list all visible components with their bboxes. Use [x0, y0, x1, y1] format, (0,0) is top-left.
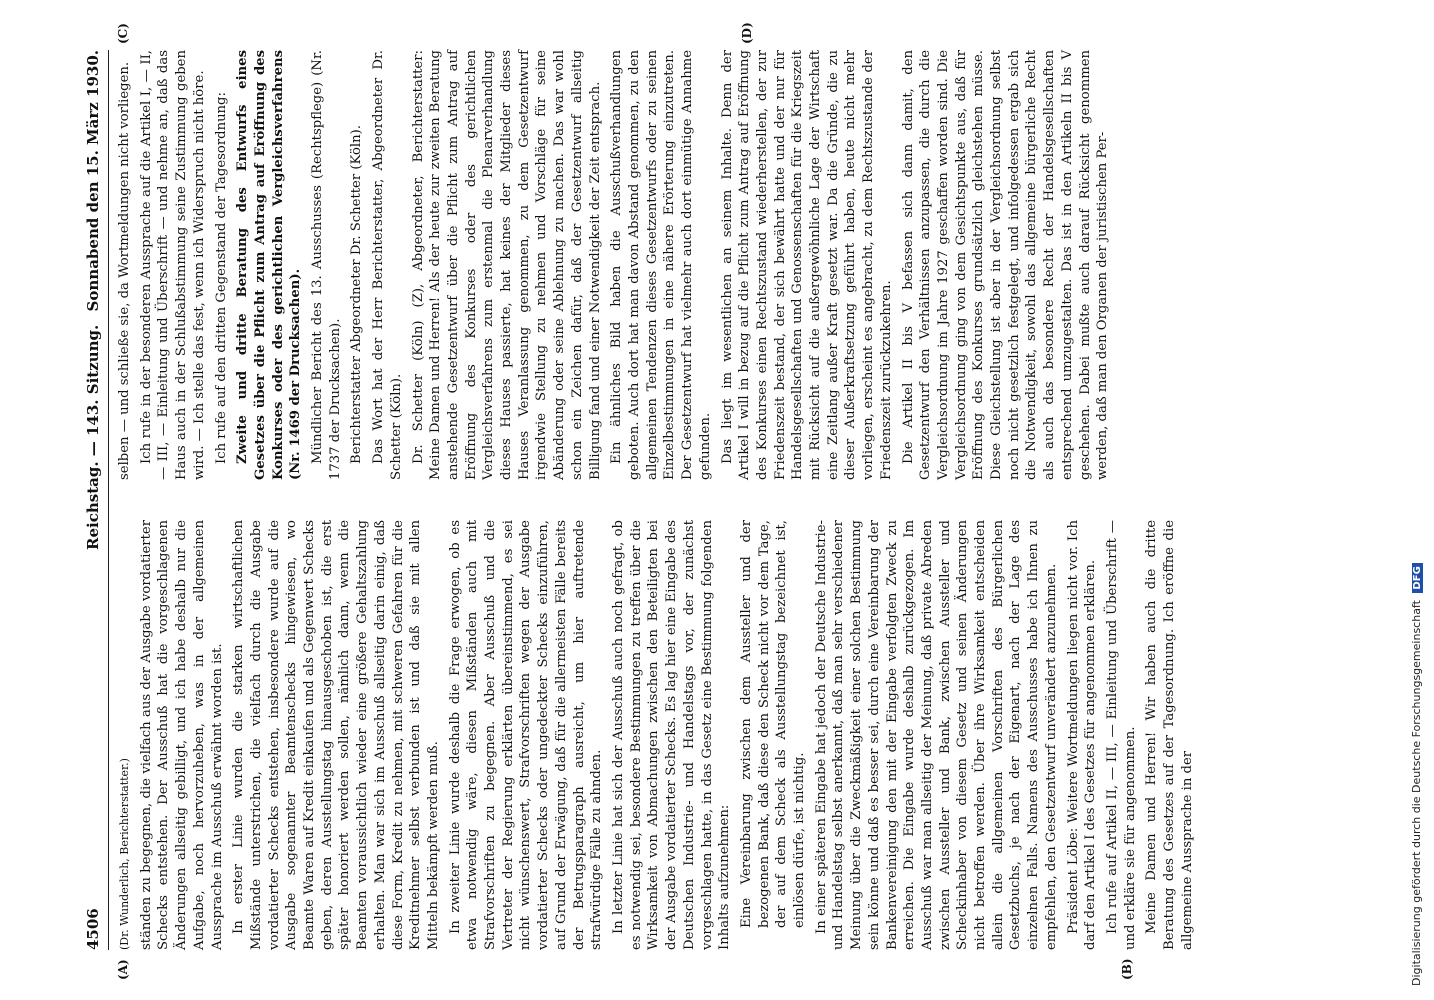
paragraph: Ich rufe auf den dritten Gegenstand der Tagesordnung:: [213, 92, 229, 464]
margin-mark-a: (A): [116, 959, 130, 980]
paragraph: In zweiter Linie wurde deshalb die Frage erwogen, ob es etwa notwendig wäre, diesen Mißständen auch mit Strafvorschriften zu begegnen. Aber Ausschuß und die Vertreter der Regierung erklärten übereinstimmend, es sei nicht wünschenswert, Strafvorschriften wegen der Ausgabe vordatierter Schecks oder ungedeckter Schecks einzuführen, auf Grund der Erwägung, daß für die allermeisten Fälle bereits der Betrugsparagraph ausreicht, um hier auftretende strafwürdige Fälle zu ahnden.: [447, 520, 605, 950]
margin-mark-b: (B): [1120, 958, 1134, 980]
rotated-page: [80, 22, 1420, 980]
president-statement: Präsident Löbe: Weitere Wortmeldungen liegen nicht vor. Ich darf den Artikel I des Gesetzes für angenommen erklären.: [1065, 520, 1099, 950]
margin-mark-c: (C): [116, 23, 130, 44]
paragraph: Mündlicher Bericht des 13. Ausschusses (Rechtspflege) (Nr. 1737 der Drucksachen).: [310, 50, 343, 480]
paragraph: Das Wort hat der Herr Berichterstatter, Abgeordneter Dr. Schetter (Köln).: [371, 50, 404, 480]
page-content: [80, 22, 1310, 980]
header-right-title: Sonnabend den 15. März 1930.: [84, 50, 102, 312]
paragraph: In erster Linie wurden die starken wirtschaftlichen Mißstände unterstrichen, die vielfach durch die Ausgabe vordatierter Schecks entstehen, insbesondere wurde auf die Ausgabe sogenannter Beamtenschecks hingewiesen, wo Beamte Waren auf Kredit einkaufen und als Gegenwert Schecks geben, deren Ausstellungstag hinausgeschoben ist, die erst später honoriert werden sollen, nämlich dann, wenn die Beamten voraussichtlich wieder eine größere Gehaltszahlung erhalten. Man war sich im Ausschuß allseitig darin einig, daß diese Form, Kredit zu nehmen, mit schweren Gefahren für die Kreditnehmer selbst verbunden ist und daß sie mit allen Mitteln bekämpft werden muß.: [231, 520, 441, 950]
quoted-provision: Eine Vereinbarung zwischen dem Aussteller und der bezogenen Bank, daß diese den Scheck nicht vor dem Tage, der auf dem Scheck als Ausstellungstag bezeichnet ist, einlösen dürfe, ist nichtig.: [738, 520, 808, 928]
speaker-note: (Dr. Wunderlich, Berichterstatter.): [118, 758, 131, 950]
header-left-title: Reichstag. — 143. Sitzung.: [84, 324, 102, 550]
page-header: [80, 50, 109, 950]
paragraph: Ich rufe in der besonderen Aussprache auf die Artikel I, — II, — III, — Einleitung und Überschrift — und nehme an, daß das Haus auch in der Schlußabstimmung seine Zustimmung geben wird. — Ich stelle das fest, wenn ich Widerspruch nicht höre.: [138, 50, 207, 480]
paragraph: Ich rufe auf Artikel II, — III, — Einleitung und Überschrift — und erkläre sie für angenommen.: [1104, 520, 1138, 950]
speech: Dr. Schetter (Köln) (Z), Abgeordneter, Berichterstatter: Meine Damen und Herren! Als der heute zur zweiten Beratung anstehende Gesetzentwurf über die Pflicht zum Antrag auf Eröffnung des Konkurses oder des gerichtlichen Vergleichsverfahrens zum erstenmal die Plenarverhandlung dieses Hauses passierte, hat keines der Mitglieder dieses Hauses Veranlassung genommen, zu dem Gesetzentwurf irgendwie Stellung zu nehmen und Vorschläge für seine Abänderung oder seine Ablehnung zu machen. Das war wohl schon ein Zeichen dafür, daß der Gesetzentwurf allseitig Billigung fand und einer Notwendigkeit der Zeit entsprach.: [410, 50, 603, 480]
left-column: [116, 520, 1296, 950]
digitization-credit: [1406, 6, 1432, 986]
paragraph: In letzter Linie hat sich der Ausschuß auch noch gefragt, ob es notwendig sei, besondere Bestimmungen zu treffen über die Wirksamkeit von Abmachungen zwischen den Beteiligten bei der Ausgabe vordatierter Schecks. Es lag hier eine Eingabe des Deutschen Industrie- und Handelstags vor, der zunächst vorgeschlagen hatte, in das Gesetz eine Bestimmung folgenden Inhalts aufzunehmen:: [610, 520, 733, 950]
right-column: [116, 50, 1296, 480]
credit-text: Digitalisierung gefördert durch die Deutsche Forschungsgemeinschaft: [1410, 600, 1423, 986]
margin-mark-d: (D): [740, 22, 754, 44]
paragraph: Die Artikel II bis V befassen sich dann damit, den Gesetzentwurf den Verhältnissen anzupassen, die durch die Vergleichsordnung im Jahre 1927 geschaffen worden sind. Die Vergleichsordnung ging von dem Gesichtspunkte aus, daß für Eröffnung des Konkurses grundsätzlich gleichstehen müsse. Diese Gleichstellung ist aber in der Vergleichsordnung selbst noch nicht gesetzlich festgelegt, und infolgedessen ergab sich die Notwendigkeit, sowohl das allgemeine bürgerliche Recht als auch das besondere Recht der Handelsgesellschaften entsprechend umzugestalten. Das ist in den Artikeln II bis V geschehen. Dabei mußte auch darauf Rücksicht genommen werden, daß man den Organen der juristischen Per-: [900, 50, 1111, 480]
paragraph: Berichterstatter Abgeordneter Dr. Schetter (Köln).: [349, 125, 365, 464]
paragraph: Meine Damen und Herren! Wir haben auch die dritte Beratung des Gesetzes auf der Tagesordnung. Ich eröffne die allgemeine Aussprache in der: [1144, 520, 1195, 950]
paragraph: In einer späteren Eingabe hat jedoch der Deutsche Industrie- und Handelstag selbst anerkannt, daß man sehr verschiedener Meinung über die Zweckmäßigkeit einer solchen Bestimmung sein könne und daß es besser sei, durch eine Vereinbarung der Bankenvereinigung den mit der Eingabe verfolgten Zweck zu erreichen. Die Eingabe wurde deshalb zurückgezogen. Im Ausschuß war man allseitig der Meinung, daß private Abreden zwischen Aussteller und Bank, zwischen Aussteller und Scheckinhaber von diesem Gesetz und seinen Änderungen nicht betroffen werden. Über ihre Wirksamkeit entscheiden allein die allgemeinen Vorschriften des Bürgerlichen Gesetzbuchs, je nach der Eigenart, nach der Lage des einzelnen Falls. Namens des Ausschusses habe ich Ihnen zu empfehlen, den Gesetzentwurf unverändert anzunehmen.: [813, 520, 1059, 950]
paragraph: Ein ähnliches Bild haben die Ausschußverhandlungen geboten. Auch dort hat man davon Abstand genommen, zu den allgemeinen Tendenzen dieses Gesetzentwurfs oder zu seinen Einzelbestimmungen in eine nähere Erörterung einzutreten. Der Gesetzentwurf hat vielmehr auch dort einmütige Annahme gefunden.: [609, 50, 713, 480]
paragraph: Das liegt im wesentlichen an seinem Inhalte. Denn der Artikel I will in bezug auf die Pflicht zum Antrag auf Eröffnung des Konkurses einen Rechtszustand wiederherstellen, der zur Friedenszeit bestand, der sich bewährt hatte und der nur für Handelsgesellschaften und Genossenschaften für die Kriegszeit mit Rücksicht auf die außergewöhnliche Lage der Wirtschaft eine Zeitlang außer Kraft gesetzt war. Da die Gründe, die zu dieser Außerkraftsetzung geführt haben, heute nicht mehr vorliegen, erscheint es angebracht, zu dem Rechtszustande der Friedenszeit zurückzukehren.: [719, 50, 894, 480]
agenda-item: Zweite und dritte Beratung des Entwurfs eines Gesetzes über die Pflicht zum Antrag auf Eröffnung des Konkurses oder des gerichtlichen Vergleichsverfahrens (Nr. 1469 der Drucksachen).: [235, 50, 304, 480]
paragraph: ständen zu begegnen, die vielfach aus der Ausgabe vordatierter Schecks entstehen. Der Ausschuß hat die vorgeschlagenen Änderungen allseitig gebilligt, und ich habe deshalb nur die Aufgabe, noch hervorzuheben, was in der allgemeinen Aussprache im Ausschuß erwähnt worden ist.: [138, 520, 225, 950]
dfg-logo: DFG: [1412, 563, 1423, 592]
page-number: 4506: [84, 908, 102, 950]
paragraph: selben — und schließe sie, da Wortmeldungen nicht vorliegen.: [117, 61, 132, 480]
